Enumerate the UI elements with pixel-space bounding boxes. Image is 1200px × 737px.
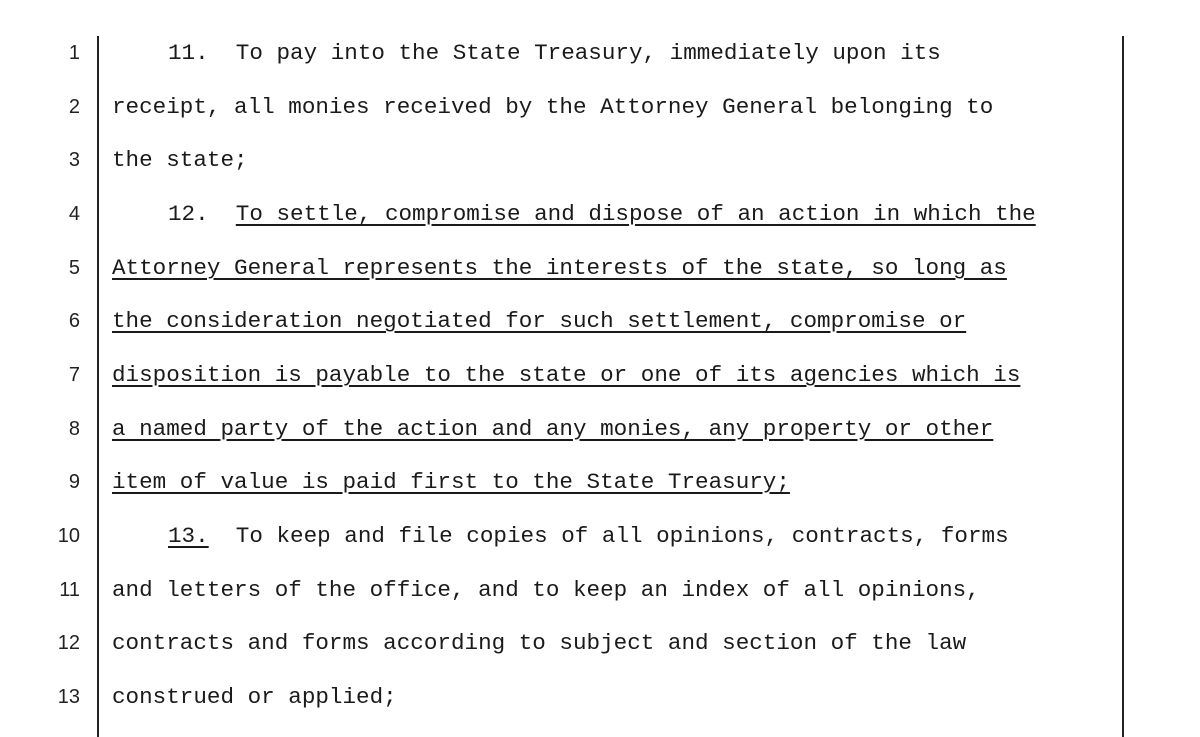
document-line <box>0 33 1200 73</box>
underlined-amendment-text: Attorney General represents the interests of the state, so long as <box>112 255 1007 281</box>
document-line <box>0 623 1200 663</box>
document-line <box>0 87 1200 127</box>
line-text: the state; <box>112 147 248 173</box>
line-number: 5 <box>68 257 80 279</box>
line-text <box>112 194 1036 234</box>
line-text: receipt, all monies received by the Attorney General belonging to <box>112 94 994 120</box>
line-number: 12 <box>57 632 80 654</box>
line-number: 1 <box>68 42 80 64</box>
underlined-amendment-text: the consideration negotiated for such settlement, compromise or <box>112 308 967 334</box>
underlined-amendment-text: a named party of the action and any monies, any property or other <box>112 416 994 442</box>
line-number: 10 <box>57 525 80 547</box>
underlined-amendment-text: To settle, compromise and dispose of an action in which the <box>235 201 1036 227</box>
line-number: 9 <box>68 471 80 493</box>
line-text: construed or applied; <box>112 684 397 710</box>
document-line <box>0 248 1200 288</box>
line-number: 7 <box>68 364 80 386</box>
paragraph-number: 13. <box>168 523 209 549</box>
line-number: 6 <box>68 310 80 332</box>
document-line <box>0 516 1200 556</box>
line-text: 13. To keep and file copies of all opinions, contracts, forms <box>168 523 1009 549</box>
line-text: contracts and forms according to subject and section of the law <box>112 630 967 656</box>
line-number: 13 <box>57 686 80 708</box>
line-number: 2 <box>68 96 80 118</box>
line-number: 8 <box>68 418 80 440</box>
document-line <box>0 301 1200 341</box>
underlined-amendment-text: disposition is payable to the state or one of its agencies which is <box>112 362 1021 388</box>
line-number: 4 <box>68 203 80 225</box>
document-line <box>0 409 1200 449</box>
line-text: 11. To pay into the State Treasury, immediately upon its <box>168 40 941 66</box>
document-line <box>0 355 1200 395</box>
document-line <box>0 194 1200 234</box>
document-line <box>0 140 1200 180</box>
underlined-amendment-text: item of value is paid first to the State Treasury; <box>112 469 790 495</box>
document-line <box>0 462 1200 502</box>
line-number: 11 <box>59 579 80 601</box>
paragraph-number: 12. <box>168 201 236 227</box>
line-number: 3 <box>68 149 80 171</box>
line-text: and letters of the office, and to keep an index of all opinions, <box>112 577 980 603</box>
document-line <box>0 570 1200 610</box>
document-line <box>0 677 1200 717</box>
